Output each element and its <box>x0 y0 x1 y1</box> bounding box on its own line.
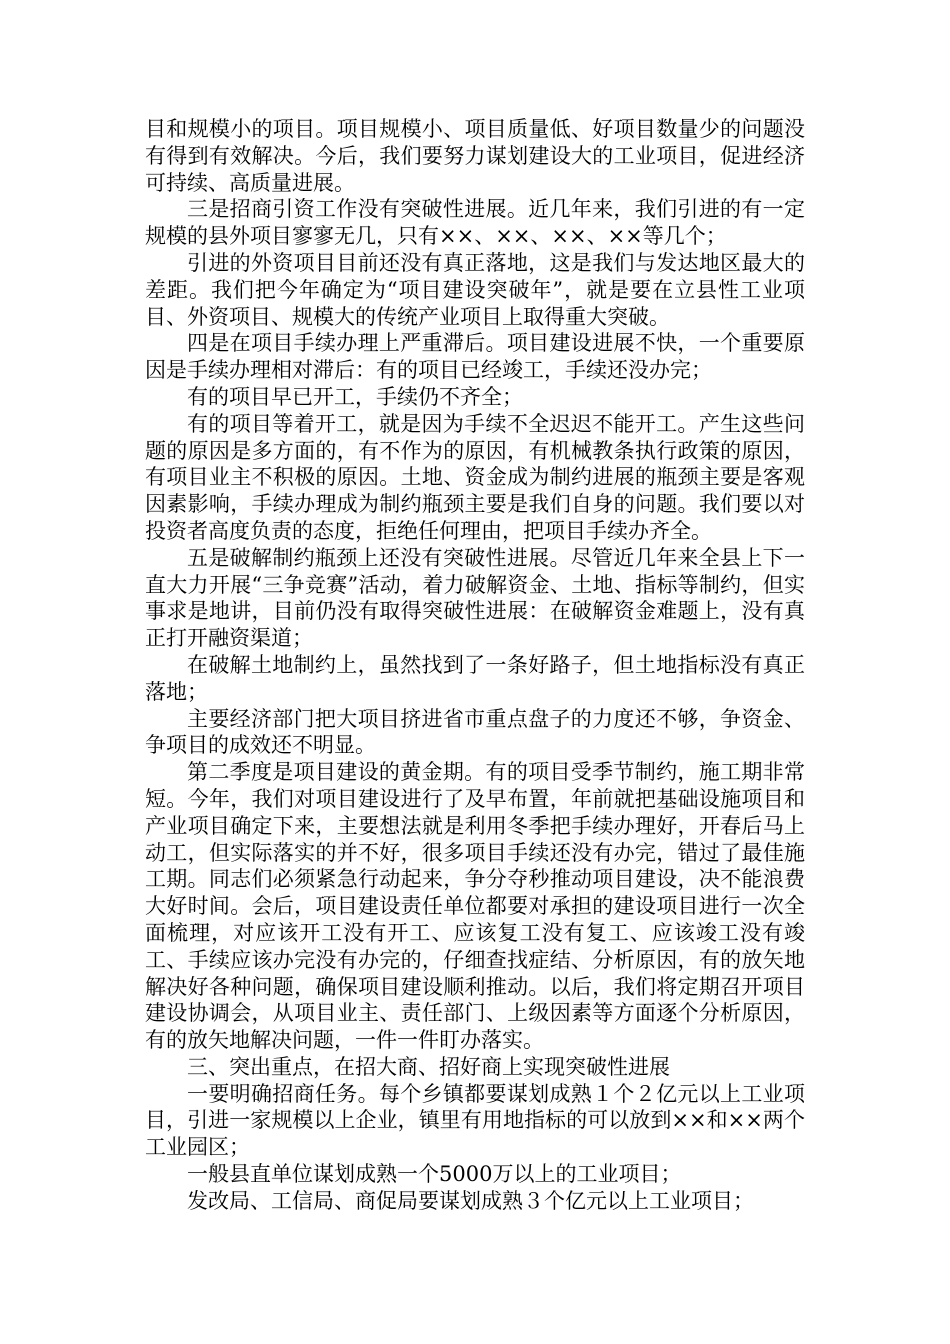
paragraph: 有的项目等着开工，就是因为手续不全迟迟不能开工。产生这些问题的原因是多方面的，有不作为的原因，有机械教条执行政策的原因，有项目业主不积极的原因。土地、资金成为制约进展的瓶颈主要是客观因素影响，手续办理成为制约瓶颈主要是我们自身的问题。我们要以对投资者高度负责的态度，拒绝任何理由，把项目手续办齐全。 <box>145 411 805 543</box>
paragraph: 三是招商引资工作没有突破性进展。近几年来，我们引进的有一定规模的县外项目寥寥无几，只有××、××、××、××等几个； <box>145 197 805 249</box>
paragraph: 发改局、工信局、商促局要谋划成熟３个亿元以上工业项目； <box>187 1188 754 1213</box>
paragraph: 在破解土地制约上，虽然找到了一条好路子，但土地指标没有真正落地； <box>145 652 805 704</box>
paragraph: 引进的外资项目目前还没有真正落地，这是我们与发达地区最大的差距。我们把今年确定为“项目建设突破年”，就是要在立县性工业项目、外资项目、规模大的传统产业项目上取得重大突破。 <box>145 250 805 329</box>
paragraph: 第二季度是项目建设的黄金期。有的项目受季节制约，施工期非常短。今年，我们对项目建设进行了及早布置，年前就把基础设施项目和产业项目确定下来，主要想法就是利用冬季把手续办理好，开春后马上动工，但实际落实的并不好，很多项目手续还没有办完，错过了最佳施工期。同志们必须紧急行动起来，争分夺秒推动项目建设，决不能浪费大好时间。会后，项目建设责任单位都要对承担的建设项目进行一次全面梳理，对应该开工没有开工、应该复工没有复工、应该竣工没有竣工、手续应该办完没有办完的，仔细查找症结、分析原因，有的放矢地解决好各种问题，确保项目建设顺利推动。以后，我们将定期召开项目建设协调会，从项目业主、责任部门、上级因素等方面逐个分析原因，有的放矢地解决问题，一件一件盯办落实。 <box>145 760 805 1053</box>
paragraph: 一般县直单位谋划成熟一个5000万以上的工业项目； <box>187 1162 682 1187</box>
paragraph: 目和规模小的项目。项目规模小、项目质量低、好项目数量少的问题没有得到有效解决。今后，我们要努力谋划建设大的工业项目，促进经济可持续、高质量进展。 <box>145 117 805 195</box>
paragraph: 有的项目早已开工，手续仍不齐全； <box>187 384 523 409</box>
paragraph: 主要经济部门把大项目挤进省市重点盘子的力度还不够，争资金、争项目的成效还不明显。 <box>145 706 805 758</box>
paragraph: 五是破解制约瓶颈上还没有突破性进展。尽管近几年来全县上下一直大力开展“三争竞赛”活动，着力破解资金、土地、指标等制约，但实事求是地讲，目前仍没有取得突破性进展：在破解资金难题上，没有真正打开融资渠道； <box>145 545 805 651</box>
paragraph: 四是在项目手续办理上严重滞后。项目建设进展不快，一个重要原因是手续办理相对滞后：有的项目已经竣工，手续还没办完； <box>145 331 805 383</box>
section-heading: 三、突出重点，在招大商、招好商上实现突破性进展 <box>187 1054 670 1079</box>
document-page <box>145 116 805 1215</box>
paragraph: 一要明确招商任务。每个乡镇都要谋划成熟１个２亿元以上工业项目，引进一家规模以上企业，镇里有用地指标的可以放到××和××两个工业园区； <box>145 1081 805 1160</box>
